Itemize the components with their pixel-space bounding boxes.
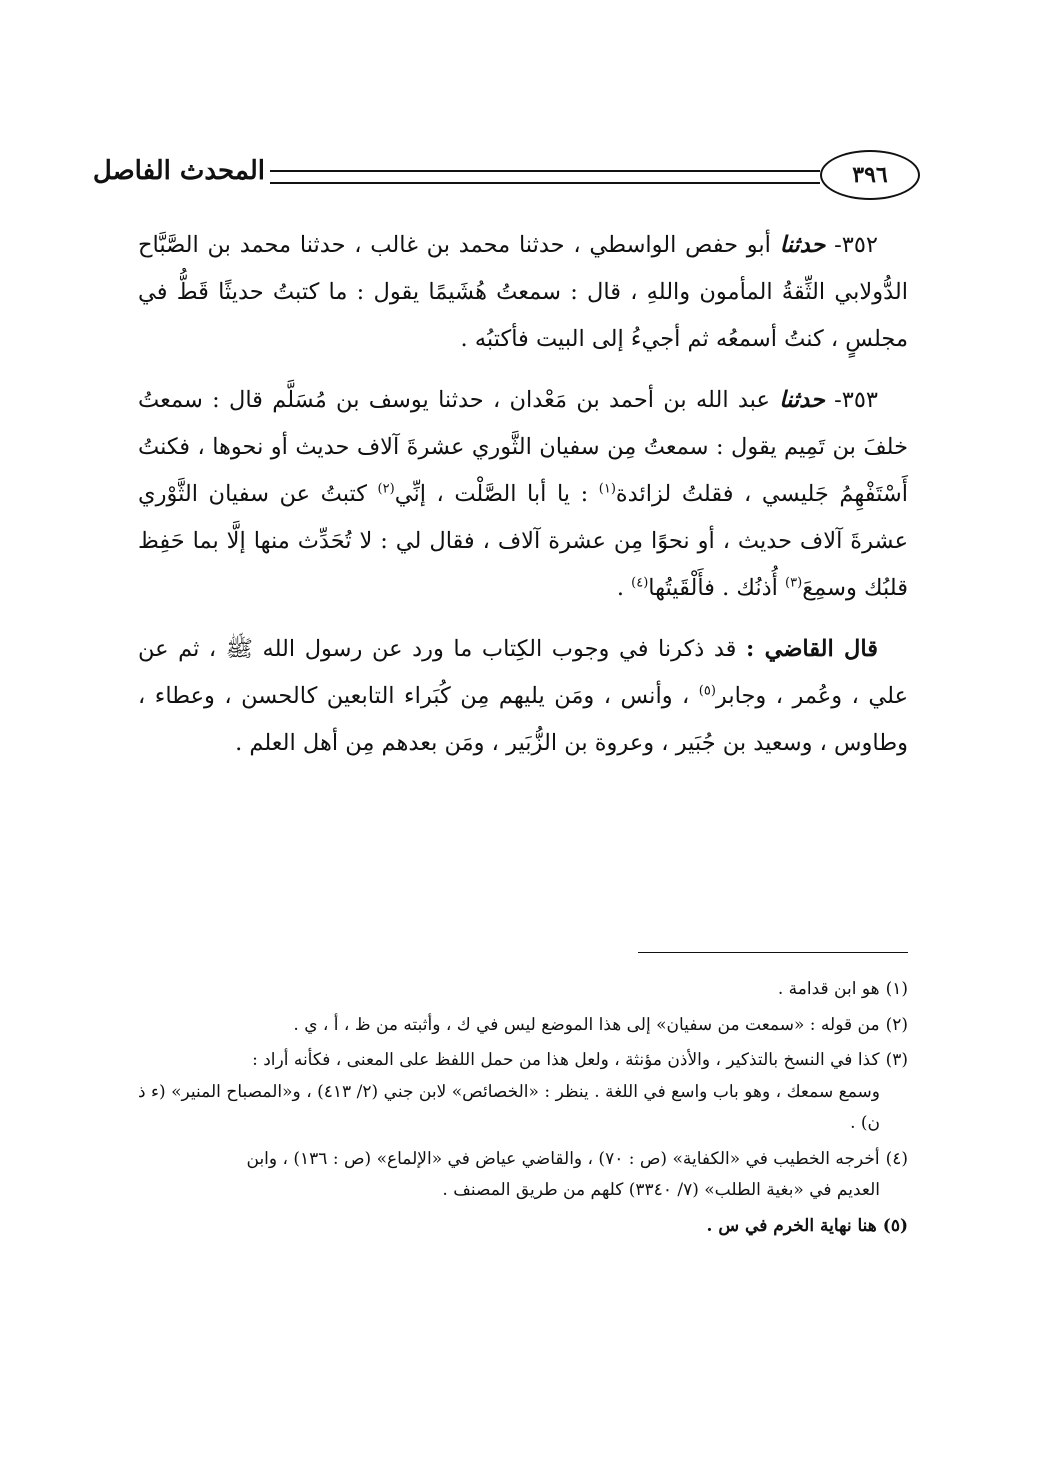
footnote-number: (٢) (885, 1014, 908, 1035)
paragraph-text: . (616, 575, 632, 601)
main-text (138, 222, 908, 781)
footnote-1 (138, 974, 908, 1006)
footnote-number: (٣) (885, 1050, 908, 1070)
header-double-rule (270, 170, 820, 184)
paragraph-qadi (138, 626, 908, 767)
paragraph-353 (138, 377, 908, 612)
footnote-number: (٥) (882, 1215, 908, 1236)
paragraph-text: أُذنُك . فأَلْقَيتُها (648, 575, 786, 601)
footnote-text: من قوله : «سمعت من سفيان» إلى هذا الموضع ليس في ك ، وأثبته من ظ ، أ ، ي . (293, 1014, 880, 1035)
book-title: المحدث الفاصل (92, 156, 265, 186)
footnote-2 (138, 1010, 908, 1042)
footnote-continuation: وسمع سمعك ، وهو باب واسع في اللغة . ينظر : «الخصائص» لابن جني (٢/ ٤١٣) ، و«المصباح المنير» (ء ذ ن) . (138, 1081, 881, 1133)
footnote-ref[interactable]: (٢) (377, 481, 395, 497)
footnote-text: هو ابن قدامة . (777, 979, 880, 999)
footnote-3 (138, 1045, 908, 1140)
paragraph-text: عبد الله بن أحمد بن مَعْدان ، حدثنا يوسف بن مُسَلَّم قال : سمعتُ خلفَ بن تَمِيم يقول : سمعتُ مِن سفيان الثَّوري عشرةَ آلاف حديث أو نحوها ، فكنتُ أَسْتَفْهِمُ جَليسي ، فقلتُ لزائدة (138, 387, 909, 507)
paragraph-352 (138, 222, 908, 363)
haddathana-lead: حدثنا (779, 387, 825, 413)
footnote-continuation: العديم في «بغية الطلب» (٧/ ٣٣٤٠) كلهم من طريق المصنف . (442, 1180, 880, 1200)
paragraph-text: قد ذكرنا في وجوب الكِتاب ما ورد عن رسول الله ﷺ ، ثم عن علي ، وعُمر ، وجابر (138, 636, 909, 709)
footnote-text: كذا في النسخ بالتذكير ، والأذن مؤنثة ، ولعل هذا من حمل اللفظ على المعنى ، فكأنه أراد : (252, 1050, 880, 1070)
footnote-number: (٤) (885, 1148, 908, 1169)
footnote-5 (138, 1211, 908, 1243)
footnote-text: أخرجه الخطيب في «الكفاية» (ص : ٧٠) ، والقاضي عياض في «الإلماع» (ص : ١٣٦) ، وابن (246, 1148, 880, 1169)
speaker-label: قال القاضي : (746, 636, 878, 662)
footnote-number: (١) (885, 979, 908, 999)
footnote-separator (638, 952, 908, 953)
footnote-ref[interactable]: (٥) (698, 683, 716, 699)
footnote-text: هنا نهاية الخرم في س . (706, 1215, 877, 1236)
footnote-ref[interactable]: (٤) (631, 575, 649, 591)
paragraph-text: كتبتُ عن سفيان الثَّوْري عشرةَ آلاف حديث ، أو نحوًا مِن عشرة آلاف ، فقال لي : لا تُحَدِّث منها إلَّا بما حَفِظ قلبُك وسمِعَ (138, 481, 908, 601)
paragraph-text: : يا أبا الصَّلْت ، إنِّي (394, 481, 599, 507)
page-number: ٣٩٦ (820, 150, 920, 200)
haddathana-lead: حدثنا (779, 232, 826, 258)
footnote-ref[interactable]: (٣) (785, 575, 803, 591)
paragraph-text: أبو حفص الواسطي ، حدثنا محمد بن غالب ، حدثنا محمد بن الصَّبَّاح الدُّولابي الثِّقةُ المأمون واللهِ ، قال : سمعتُ هُشَيمًا يقول : ما كتبتُ حديثًا قَطُّ في مجلسٍ ، كنتُ أسمعُه ثم أجيءُ إلى البيت فأكتبُه . (138, 232, 908, 352)
footnote-4 (138, 1144, 908, 1207)
paragraph-text: ، وأنس ، ومَن يليهم مِن كُبَراء التابعين كالحسن ، وعطاء ، وطاوس ، وسعيد بن جُبَير ، وعروة بن الزُّبَير ، ومَن بعدهم مِن أهل العلم . (138, 683, 908, 756)
hadith-number: ٣٥٣- (834, 387, 878, 413)
hadith-number: ٣٥٢- (834, 232, 879, 258)
footnotes (138, 974, 908, 1246)
page-header (92, 150, 920, 210)
footnote-ref[interactable]: (١) (598, 481, 616, 497)
